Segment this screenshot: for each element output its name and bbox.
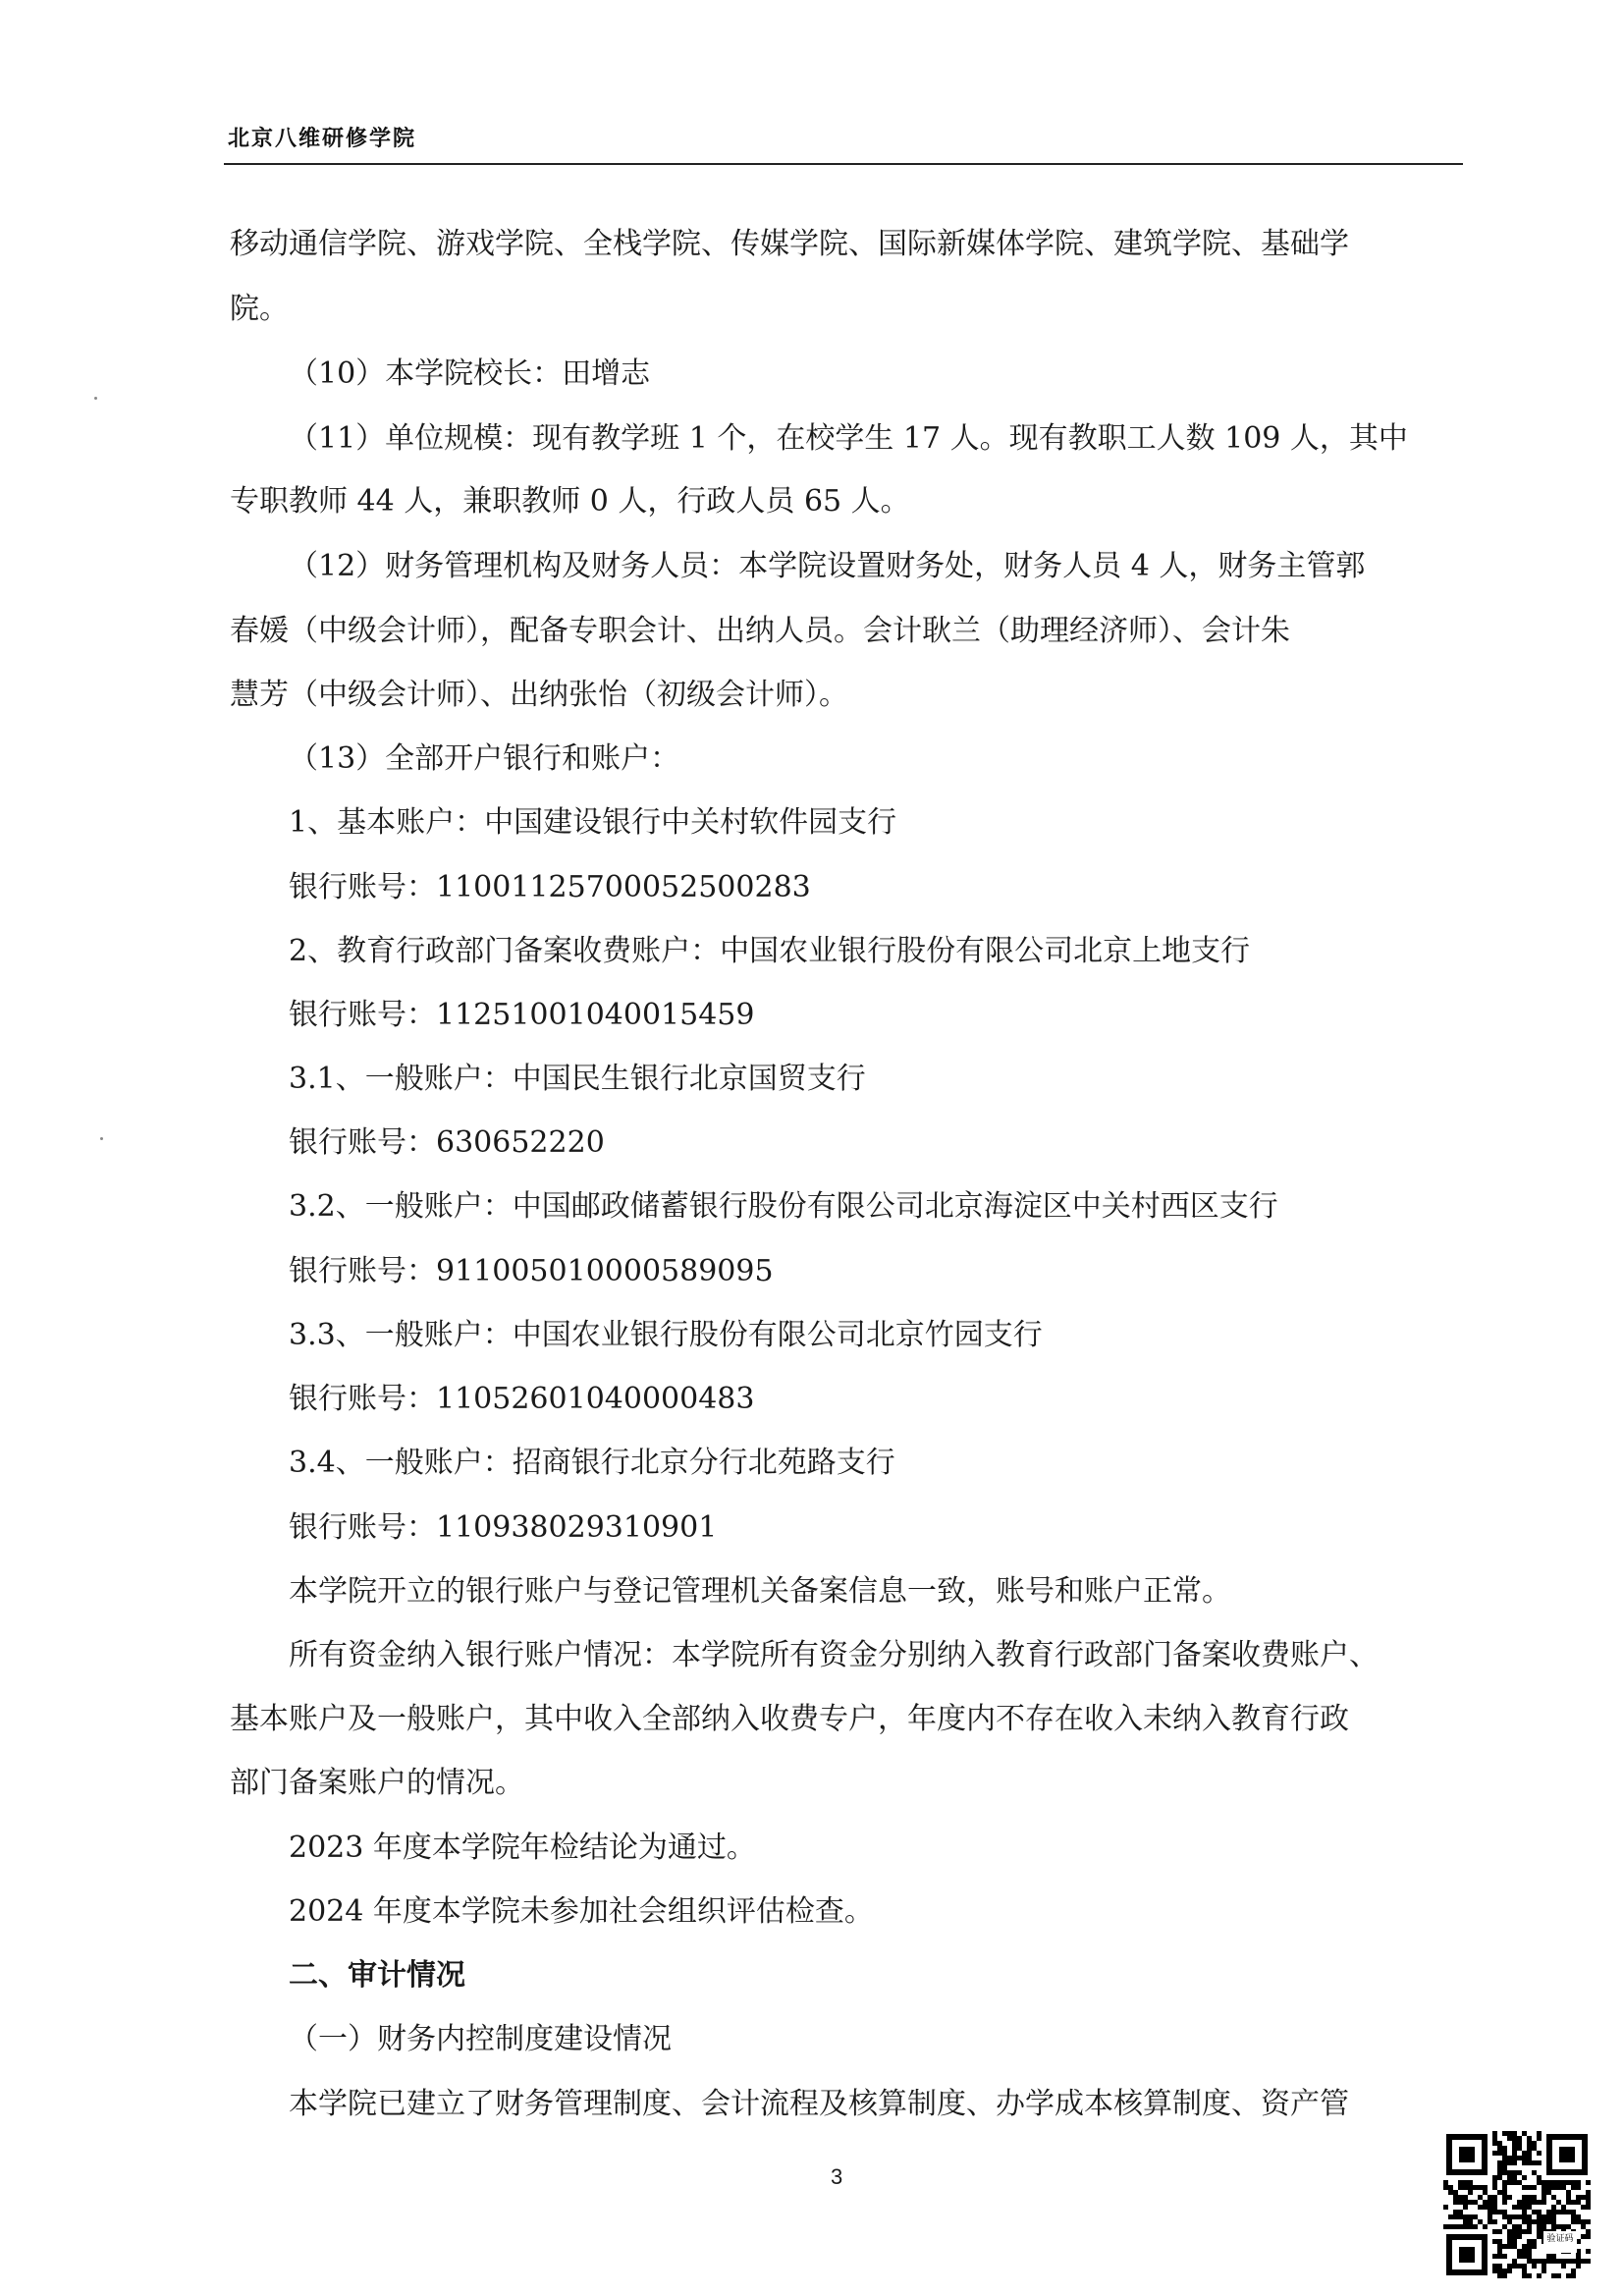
scan-speck	[100, 1137, 103, 1140]
text-line: 2024 年度本学院未参加社会组织评估检查。	[289, 1894, 874, 1929]
text-line: 基本账户及一般账户，其中收入全部纳入收费专户，年度内不存在收入未纳入教育行政	[230, 1702, 1349, 1736]
text-line: （12）财务管理机构及财务人员：本学院设置财务处，财务人员 4 人，财务主管郭	[289, 549, 1366, 583]
text-line: 3.2、一般账户：中国邮政储蓄银行股份有限公司北京海淀区中关村西区支行	[289, 1189, 1278, 1224]
section-heading: 二、审计情况	[289, 1958, 465, 1993]
text-line: 3.4、一般账户：招商银行北京分行北苑路支行	[289, 1446, 895, 1480]
text-line: 2023 年度本学院年检结论为通过。	[289, 1831, 756, 1865]
page-number: 3	[831, 2164, 843, 2189]
text-line: 春媛（中级会计师），配备专职会计、出纳人员。会计耿兰（助理经济师）、会计朱	[230, 614, 1290, 648]
text-line: 银行账号：630652220	[289, 1125, 605, 1160]
text-line: 3.1、一般账户：中国民生银行北京国贸支行	[289, 1062, 866, 1096]
text-line: 银行账号：911005010000589095	[289, 1254, 774, 1288]
text-line: 3.3、一般账户：中国农业银行股份有限公司北京竹园支行	[289, 1318, 1043, 1352]
text-line: （11）单位规模：现有教学班 1 个，在校学生 17 人。现有教职工人数 109 人，其中	[289, 421, 1408, 456]
text-line: 部门备案账户的情况。	[230, 1766, 524, 1800]
text-line: 银行账号：11052601040000483	[289, 1382, 755, 1416]
header-org-name: 北京八维研修学院	[228, 127, 417, 151]
text-line: （13）全部开户银行和账户：	[289, 741, 680, 776]
scan-speck	[94, 397, 97, 400]
text-line: 慧芳（中级会计师）、出纳张怡（初级会计师）。	[230, 678, 848, 712]
text-line: 银行账号：110938029310901	[289, 1510, 718, 1545]
text-line: 本学院开立的银行账户与登记管理机关备案信息一致，账号和账户正常。	[289, 1574, 1231, 1609]
text-line: 1、基本账户：中国建设银行中关村软件园支行	[289, 805, 897, 840]
text-line: 专职教师 44 人，兼职教师 0 人，行政人员 65 人。	[230, 484, 910, 519]
text-line: 移动通信学院、游戏学院、全栈学院、传媒学院、国际新媒体学院、建筑学院、基础学	[230, 227, 1349, 261]
text-line: 2、教育行政部门备案收费账户：中国农业银行股份有限公司北京上地支行	[289, 934, 1251, 968]
text-line: 本学院已建立了财务管理制度、会计流程及核算制度、办学成本核算制度、资产管	[289, 2087, 1349, 2121]
text-line: 银行账号：11001125700052500283	[289, 870, 811, 904]
qr-caption: 验证码	[1546, 2234, 1574, 2244]
subsection-heading: （一）财务内控制度建设情况	[289, 2022, 672, 2056]
header-divider	[224, 163, 1463, 165]
text-line: 银行账号：11251001040015459	[289, 998, 755, 1032]
qr-code[interactable]	[1443, 2131, 1591, 2278]
text-line: 所有资金纳入银行账户情况：本学院所有资金分别纳入教育行政部门备案收费账户、	[289, 1638, 1379, 1672]
text-line: 院。	[230, 292, 289, 326]
text-line: （10）本学院校长：田增志	[289, 356, 651, 391]
